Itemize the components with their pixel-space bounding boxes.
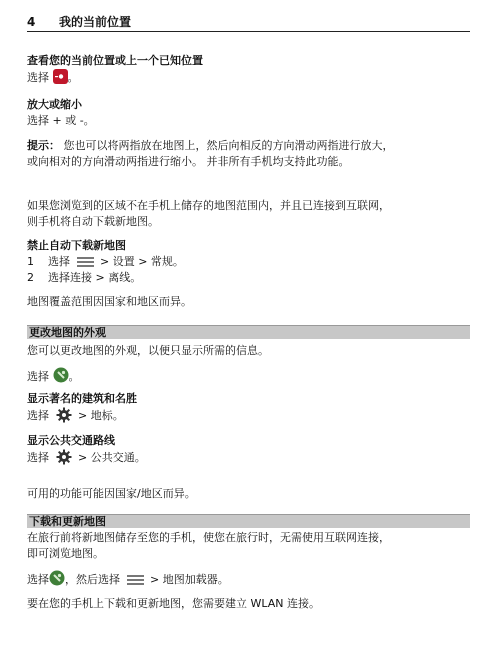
page-header	[27, 13, 470, 32]
tip-label: 提示：	[27, 139, 60, 152]
auto-download-line-1: 如果您浏览到的区域不在手机上储存的地图范围内，并且已连接到互联网，	[27, 199, 390, 212]
section-disable-download	[27, 238, 470, 286]
section-current-location	[27, 53, 470, 89]
instruction-text: 选择	[27, 71, 53, 84]
instruction-end: 。	[67, 71, 79, 84]
tip-text-2: 或向相对的方向滑动两指进行缩小。 并非所有手机均支持此功能。	[27, 155, 350, 168]
step-number: 2	[27, 271, 34, 284]
menu-icon[interactable]	[77, 256, 94, 267]
wlan-note: 要在您的手机上下载和更新地图，您需要建立 WLAN 连接。	[27, 597, 321, 610]
step-text: 选择连接 > 离线。	[48, 271, 142, 284]
section-zoom	[27, 97, 470, 129]
section-bar-appearance: 更改地图的外观	[27, 325, 470, 339]
instruction-path: > 公共交通。	[74, 451, 146, 464]
auto-download-paragraph	[27, 198, 470, 230]
locate-icon[interactable]	[53, 69, 68, 89]
download-instruction	[27, 570, 470, 591]
section-bar-download: 下载和更新地图	[27, 514, 470, 528]
instruction-zoom: 选择 + 或 -。	[27, 114, 95, 127]
auto-download-line-2: 则手机将自动下载新地图。	[27, 215, 159, 228]
heading-disable-download: 禁止自动下载新地图	[27, 239, 126, 252]
chapter-title: 我的当前位置	[59, 15, 132, 29]
download-paragraph	[27, 530, 470, 562]
instruction-path: > 地图加载器。	[146, 573, 229, 586]
download-line-1: 在旅行前将新地图储存至您的手机，使您在旅行时，无需使用互联网连接，	[27, 531, 390, 544]
transit-instruction	[27, 449, 470, 466]
map-view-icon[interactable]	[49, 570, 65, 591]
step-1	[27, 254, 470, 270]
instruction-path: > 地标。	[74, 409, 124, 422]
step-text: 选择	[48, 255, 74, 268]
menu-icon[interactable]	[127, 574, 144, 585]
instruction-text-then: ，然后选择	[65, 573, 124, 586]
landmarks-block	[27, 391, 470, 424]
step-2	[27, 270, 470, 286]
instruction-text: 选择	[27, 451, 53, 464]
instruction-text: 选择	[27, 409, 53, 422]
settings-gear-icon[interactable]	[56, 449, 72, 465]
availability-note: 可用的功能可能因国家/地区而异。	[27, 487, 196, 500]
instruction-text: 选择	[27, 573, 49, 586]
tip-block	[27, 138, 470, 170]
instruction-locate	[27, 69, 470, 89]
step-number: 1	[27, 255, 34, 268]
heading-zoom: 放大或缩小	[27, 98, 82, 111]
heading-view-location: 查看您的当前位置或上一个已知位置	[27, 54, 203, 67]
heading-transit: 显示公共交通路线	[27, 434, 115, 447]
settings-gear-icon[interactable]	[56, 407, 72, 423]
transit-block	[27, 433, 470, 466]
map-view-icon[interactable]	[53, 367, 69, 388]
instruction-end: 。	[68, 370, 80, 383]
tip-text-1: 您也可以将两指放在地图上，然后向相反的方向滑动两指进行放大，	[60, 139, 394, 152]
coverage-note: 地图覆盖范围因国家和地区而异。	[27, 295, 192, 308]
appearance-intro: 您可以更改地图的外观，以便只显示所需的信息。	[27, 344, 269, 357]
heading-landmarks: 显示著名的建筑和名胜	[27, 392, 137, 405]
instruction-text: 选择	[27, 370, 53, 383]
appearance-select	[27, 367, 470, 388]
chapter-number: 4	[27, 15, 36, 29]
step-text-path: > 设置 > 常规。	[96, 255, 184, 268]
landmarks-instruction	[27, 407, 470, 424]
download-line-2: 即可浏览地图。	[27, 547, 104, 560]
